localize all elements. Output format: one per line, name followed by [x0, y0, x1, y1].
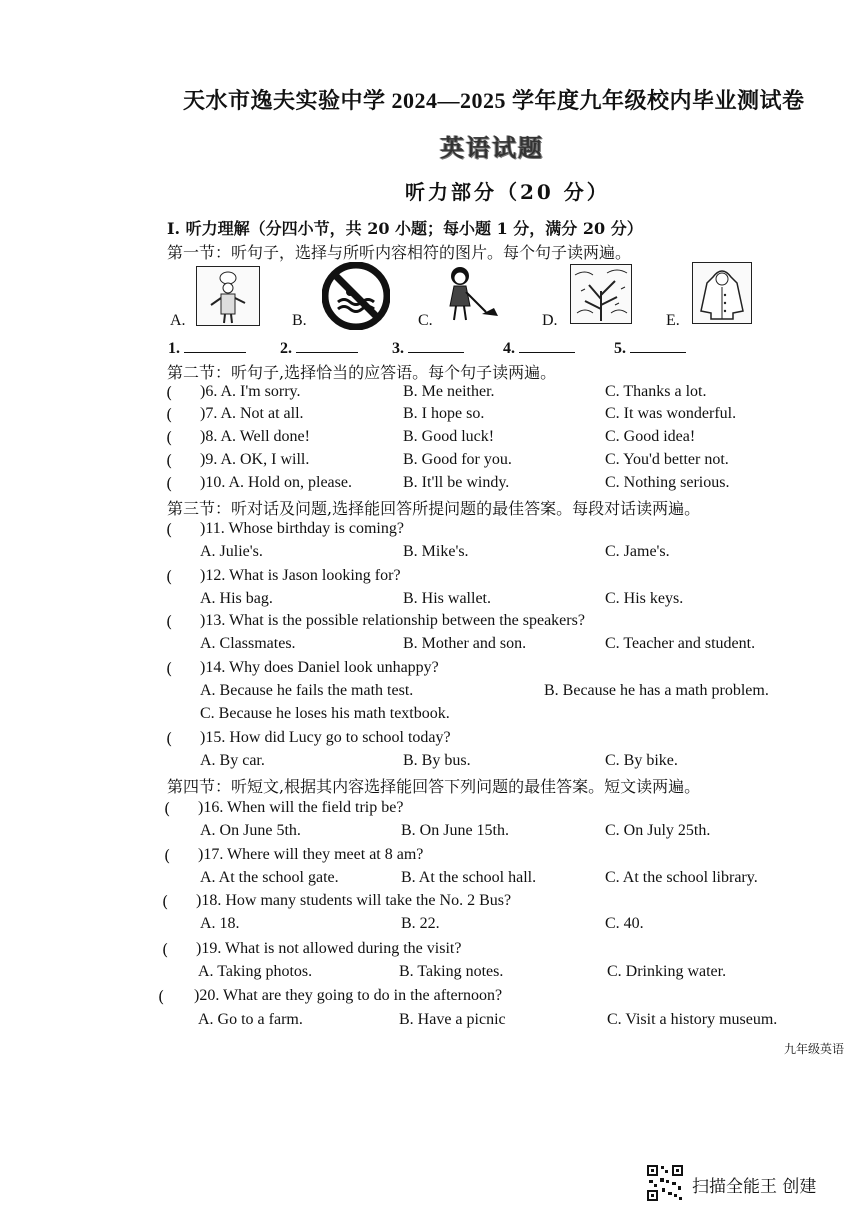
answer-paren[interactable]: (: [158, 987, 165, 1006]
answer-blank-2[interactable]: [280, 338, 358, 358]
q6-option-c: C. Thanks a lot.: [605, 383, 707, 400]
scanner-watermark: 扫描全能王 创建: [692, 1177, 817, 1197]
q19-option-b: B. Taking notes.: [399, 963, 504, 980]
subject-title: 英语试题: [440, 133, 544, 162]
blank-label: 5.: [614, 340, 626, 357]
q10-option-a: )10. A. Hold on, please.: [200, 474, 352, 491]
q12-option-a: A. His bag.: [200, 590, 273, 607]
answer-blank-4[interactable]: [503, 338, 575, 358]
answer-paren[interactable]: (: [162, 892, 169, 911]
picture-letter-c: C.: [418, 312, 433, 329]
q13-option-b: B. Mother and son.: [403, 635, 527, 652]
q15-option-a: A. By car.: [200, 752, 265, 769]
q7-option-c: C. It was wonderful.: [605, 405, 737, 422]
q12-option-c: C. His keys.: [605, 590, 684, 607]
sec2-instruction: 第二节：听句子,选择恰当的应答语。每个句子读两遍。: [167, 363, 557, 382]
picture-letter-e: E.: [666, 312, 680, 329]
blank-label: 1.: [168, 340, 180, 357]
q11-question: )11. Whose birthday is coming?: [200, 520, 404, 537]
answer-paren[interactable]: (: [166, 659, 173, 678]
q15-option-b: B. By bus.: [403, 752, 471, 769]
q16-option-b: B. On June 15th.: [401, 822, 509, 839]
q6-option-b: B. Me neither.: [403, 383, 495, 400]
q9-option-a: )9. A. OK, I will.: [200, 451, 310, 468]
qr-code-icon: [646, 1164, 684, 1202]
q8-option-a: )8. A. Well done!: [200, 428, 310, 445]
q18-option-c: C. 40.: [605, 915, 644, 932]
q6-option-a: )6. A. I'm sorry.: [200, 383, 301, 400]
q19-question: )19. What is not allowed during the visit?: [196, 940, 462, 957]
q15-option-c: C. By bike.: [605, 752, 678, 769]
sec3-instruction: 第三节：听对话及问题,选择能回答所提问题的最佳答案。每段对话读两遍。: [167, 499, 701, 518]
q13-option-a: A. Classmates.: [200, 635, 296, 652]
q8-option-c: C. Good idea!: [605, 428, 696, 445]
q14-question: )14. Why does Daniel look unhappy?: [200, 659, 439, 676]
answer-paren[interactable]: (: [166, 405, 173, 424]
q13-question: )13. What is the possible relationship between the speakers?: [200, 612, 585, 629]
q20-question: )20. What are they going to do in the afternoon?: [194, 987, 503, 1004]
q16-option-a: A. On June 5th.: [200, 822, 301, 839]
listening-section-title: 听力部分（20 分）: [405, 180, 610, 204]
q7-option-b: B. I hope so.: [403, 405, 485, 422]
answer-paren[interactable]: (: [166, 729, 173, 748]
q7-option-a: )7. A. Not at all.: [200, 405, 304, 422]
q12-question: )12. What is Jason looking for?: [200, 567, 401, 584]
sec4-instruction: 第四节：听短文,根据其内容选择能回答下列问题的最佳答案。短文读两遍。: [167, 777, 701, 796]
answer-paren[interactable]: (: [166, 612, 173, 631]
q10-option-b: B. It'll be windy.: [403, 474, 510, 491]
blank-label: 2.: [280, 340, 292, 357]
q10-option-c: C. Nothing serious.: [605, 474, 730, 491]
q19-option-a: A. Taking photos.: [198, 963, 313, 980]
answer-paren[interactable]: (: [166, 567, 173, 586]
picture-letter-d: D.: [542, 312, 558, 329]
blank-label: 3.: [392, 340, 404, 357]
q18-option-a: A. 18.: [200, 915, 240, 932]
exam-title: 天水市逸夫实验中学 2024—2025 学年度九年级校内毕业测试卷: [183, 88, 805, 113]
q12-option-b: B. His wallet.: [403, 590, 491, 607]
answer-paren[interactable]: (: [166, 451, 173, 470]
q11-option-a: A. Julie's.: [200, 543, 263, 560]
q11-option-c: C. Jame's.: [605, 543, 670, 560]
answer-paren[interactable]: (: [166, 520, 173, 539]
answer-blank-3[interactable]: [392, 338, 464, 358]
answer-paren[interactable]: (: [166, 428, 173, 447]
picture-letter-b: B.: [292, 312, 307, 329]
no-swimming-sign-icon: [322, 262, 390, 330]
q20-option-b: B. Have a picnic: [399, 1011, 506, 1028]
q14-option-b: B. Because he has a math problem.: [544, 682, 769, 699]
q17-question: )17. Where will they meet at 8 am?: [198, 846, 424, 863]
page-footer-label: 九年级英语: [783, 1042, 844, 1056]
q16-option-c: C. On July 25th.: [605, 822, 711, 839]
q18-question: )18. How many students will take the No. 2 Bus?: [196, 892, 512, 909]
answer-paren[interactable]: (: [166, 474, 173, 493]
answer-blank-5[interactable]: [614, 338, 686, 358]
q17-option-b: B. At the school hall.: [401, 869, 537, 886]
part1-heading: I. 听力理解（分四小节，共 20 小题；每小题 1 分，满分 20 分）: [167, 219, 643, 238]
q17-option-c: C. At the school library.: [605, 869, 758, 886]
answer-paren[interactable]: (: [164, 799, 171, 818]
q11-option-b: B. Mike's.: [403, 543, 469, 560]
sec1-instruction: 第一节：听句子，选择与所听内容相符的图片。每个句子读两遍。: [167, 243, 632, 262]
answer-blank-1[interactable]: [168, 338, 246, 358]
picture-letter-a: A.: [170, 312, 186, 329]
q18-option-b: B. 22.: [401, 915, 440, 932]
q15-question: )15. How did Lucy go to school today?: [200, 729, 451, 746]
q20-option-c: C. Visit a history museum.: [607, 1011, 778, 1028]
q19-option-c: C. Drinking water.: [607, 963, 727, 980]
q9-option-c: C. You'd better not.: [605, 451, 729, 468]
q13-option-c: C. Teacher and student.: [605, 635, 756, 652]
q17-option-a: A. At the school gate.: [200, 869, 339, 886]
q8-option-b: B. Good luck!: [403, 428, 495, 445]
q16-question: )16. When will the field trip be?: [198, 799, 404, 816]
answer-paren[interactable]: (: [166, 383, 173, 402]
q9-option-b: B. Good for you.: [403, 451, 512, 468]
windy-tree-icon: [570, 264, 632, 324]
q20-option-a: A. Go to a farm.: [198, 1011, 303, 1028]
raincoat-icon: [692, 262, 752, 324]
answer-paren[interactable]: (: [164, 846, 171, 865]
answer-paren[interactable]: (: [162, 940, 169, 959]
girl-sweeping-icon: [440, 264, 502, 324]
q14-option-c: C. Because he loses his math textbook.: [200, 705, 450, 722]
chef-icon: [196, 266, 260, 326]
blank-label: 4.: [503, 340, 515, 357]
q14-option-a: A. Because he fails the math test.: [200, 682, 414, 699]
